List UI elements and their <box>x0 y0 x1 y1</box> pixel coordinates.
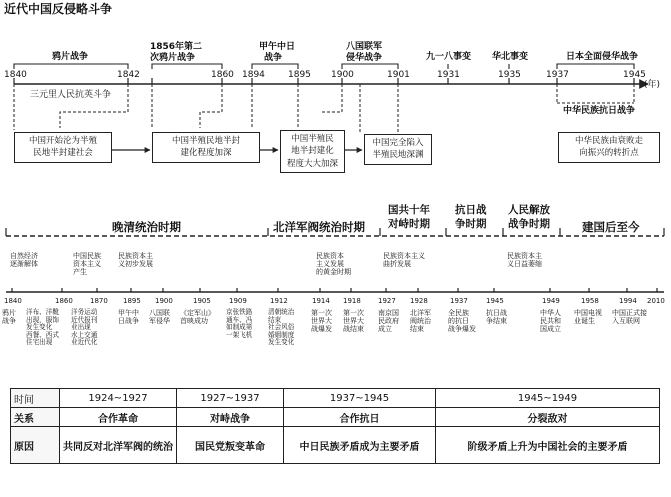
economy-note: 民族资本主 义初步发展 <box>118 252 153 269</box>
year-label: 1900 <box>155 297 173 305</box>
table-cell: 时间 <box>11 389 60 408</box>
year-label: 1945 <box>623 70 646 80</box>
event-label: 中华民族抗日战争 <box>563 106 636 116</box>
year-label: 1918 <box>343 297 361 305</box>
bottom-event: 鸦片 战争 <box>2 309 16 326</box>
table-cell: 阶级矛盾上升为中国社会的主要矛盾 <box>436 427 660 464</box>
table-cell: 关系 <box>11 408 60 427</box>
bottom-event: 南京国 民政府 成立 <box>378 309 399 334</box>
year-label: 1927 <box>378 297 396 305</box>
event-label: 甲午中日 <box>259 42 296 52</box>
bottom-event: 抗日战 争结束 <box>486 309 507 326</box>
table-cell: 分裂敌对 <box>436 408 660 427</box>
stage-box: 中国开始沦为半殖 民地半封建社会 <box>14 132 112 163</box>
year-label: 1860 <box>55 297 73 305</box>
event-label: 八国联军 <box>346 42 383 52</box>
year-label: 1840 <box>4 297 22 305</box>
year-label: 1842 <box>117 70 140 80</box>
year-unit: (年) <box>644 80 661 90</box>
year-label: 1870 <box>90 297 108 305</box>
table-cell: 中日民族矛盾成为主要矛盾 <box>284 427 436 464</box>
economy-note: 中国民族 资本主义 产生 <box>73 252 101 277</box>
period-label: 北洋军阀统治时期 <box>273 220 365 234</box>
bottom-event: 洋布、洋靴 出现，服饰 发生变化 西餐、西式 住宅出现 <box>26 308 59 347</box>
year-label: 1931 <box>437 70 460 80</box>
bottom-event: 第一次 世界大 战爆发 <box>311 309 332 334</box>
event-label: 次鸦片战争 <box>150 53 196 63</box>
year-label: 1994 <box>619 297 637 305</box>
period-label: 晚清统治时期 <box>112 220 181 234</box>
table-cell: 1927~1937 <box>177 389 284 408</box>
table-row <box>11 389 660 408</box>
year-label: 1894 <box>242 70 265 80</box>
period-label: 抗日战 <box>455 204 487 216</box>
year-label: 1949 <box>542 297 560 305</box>
year-label: 1900 <box>331 70 354 80</box>
page-title: 近代中国反侵略斗争 <box>4 2 113 16</box>
bottom-event: 甲午中 日战争 <box>118 309 139 326</box>
year-label: 1895 <box>123 297 141 305</box>
relations-table <box>10 388 660 464</box>
table-cell: 1945~1949 <box>436 389 660 408</box>
table-cell: 1924~1927 <box>60 389 177 408</box>
period-label: 战争时期 <box>508 218 550 230</box>
year-label: 1905 <box>193 297 211 305</box>
bottom-event: 洋务运动 近代报刊 业出现 水上交通 业近代化 <box>71 308 98 347</box>
year-label: 1860 <box>211 70 234 80</box>
event-label: 日本全面侵华战争 <box>566 52 639 62</box>
year-label: 1935 <box>498 70 521 80</box>
year-label: 1840 <box>4 70 27 80</box>
year-label: 1912 <box>270 297 288 305</box>
year-label: 1937 <box>546 70 569 80</box>
period-label: 国共十年 <box>388 204 430 216</box>
event-label: 鸦片战争 <box>52 52 89 62</box>
period-label: 争时期 <box>455 218 487 230</box>
event-label: 战争 <box>264 53 283 63</box>
bottom-event: 京张铁路 通车、冯 如制成第 一架飞机 <box>226 308 253 339</box>
stage-box: 中华民族由衰败走 向振兴的转折点 <box>558 132 660 163</box>
bottom-event: 北洋军 阀统治 结束 <box>410 309 431 334</box>
year-label: 1945 <box>486 297 504 305</box>
period-label: 建国后至今 <box>582 220 640 234</box>
table-cell: 原因 <box>11 427 60 464</box>
bottom-event: 第一次 世界大 战结束 <box>343 309 364 334</box>
table-cell: 对峙战争 <box>177 408 284 427</box>
period-label: 人民解放 <box>508 204 550 216</box>
year-label: 1928 <box>410 297 428 305</box>
bottom-event: 清朝统治 结束 社会风俗 婚姻制度 发生变化 <box>268 308 295 347</box>
bottom-event: 中国正式接 入互联网 <box>612 309 647 326</box>
year-label: 1937 <box>450 297 468 305</box>
year-label: 1895 <box>288 70 311 80</box>
table-row <box>11 408 660 427</box>
bottom-event: 八国联 军侵华 <box>149 309 170 326</box>
year-label: 1901 <box>387 70 410 80</box>
year-label: 1909 <box>229 297 247 305</box>
table-cell: 1937~1945 <box>284 389 436 408</box>
year-label: 1958 <box>581 297 599 305</box>
economy-note: 自然经济 逐渐解体 <box>10 252 38 269</box>
event-label: 1856年第二 <box>150 42 203 52</box>
event-label: 侵华战争 <box>346 53 383 63</box>
table-cell: 共同反对北洋军阀的统治 <box>60 427 177 464</box>
bottom-event: 中华人 民共和 国成立 <box>540 309 561 334</box>
stage-box: 中国半殖民 地半封建化 程度大大加深 <box>280 130 345 173</box>
bottom-event: 中国电视 业诞生 <box>574 309 602 326</box>
event-label: 九一八事变 <box>426 52 472 62</box>
table-cell: 合作抗日 <box>284 408 436 427</box>
bottom-event: 《定军山》 首映成功 <box>180 309 215 326</box>
period-label: 对峙时期 <box>388 218 430 230</box>
bottom-axis <box>6 288 664 292</box>
year-label: 2010 <box>647 297 665 305</box>
economy-note: 民族资本主义 曲折发展 <box>383 252 425 269</box>
economy-note: 民族资本主 义日益萎缩 <box>507 252 542 269</box>
stage-box: 中国完全陷入 半殖民地深渊 <box>364 134 432 165</box>
economy-note: 民族资本 主义发展 的黄金时期 <box>316 252 351 277</box>
table-cell: 国民党叛变革命 <box>177 427 284 464</box>
bottom-event: 全民族 的抗日 战争爆发 <box>448 309 476 334</box>
stage-box: 中国半殖民地半封 建化程度加深 <box>152 132 260 163</box>
event-label: 三元里人民抗英斗争 <box>30 90 112 100</box>
event-label: 华北事变 <box>492 52 529 62</box>
year-label: 1914 <box>312 297 330 305</box>
table-cell: 合作革命 <box>60 408 177 427</box>
table-row <box>11 427 660 464</box>
